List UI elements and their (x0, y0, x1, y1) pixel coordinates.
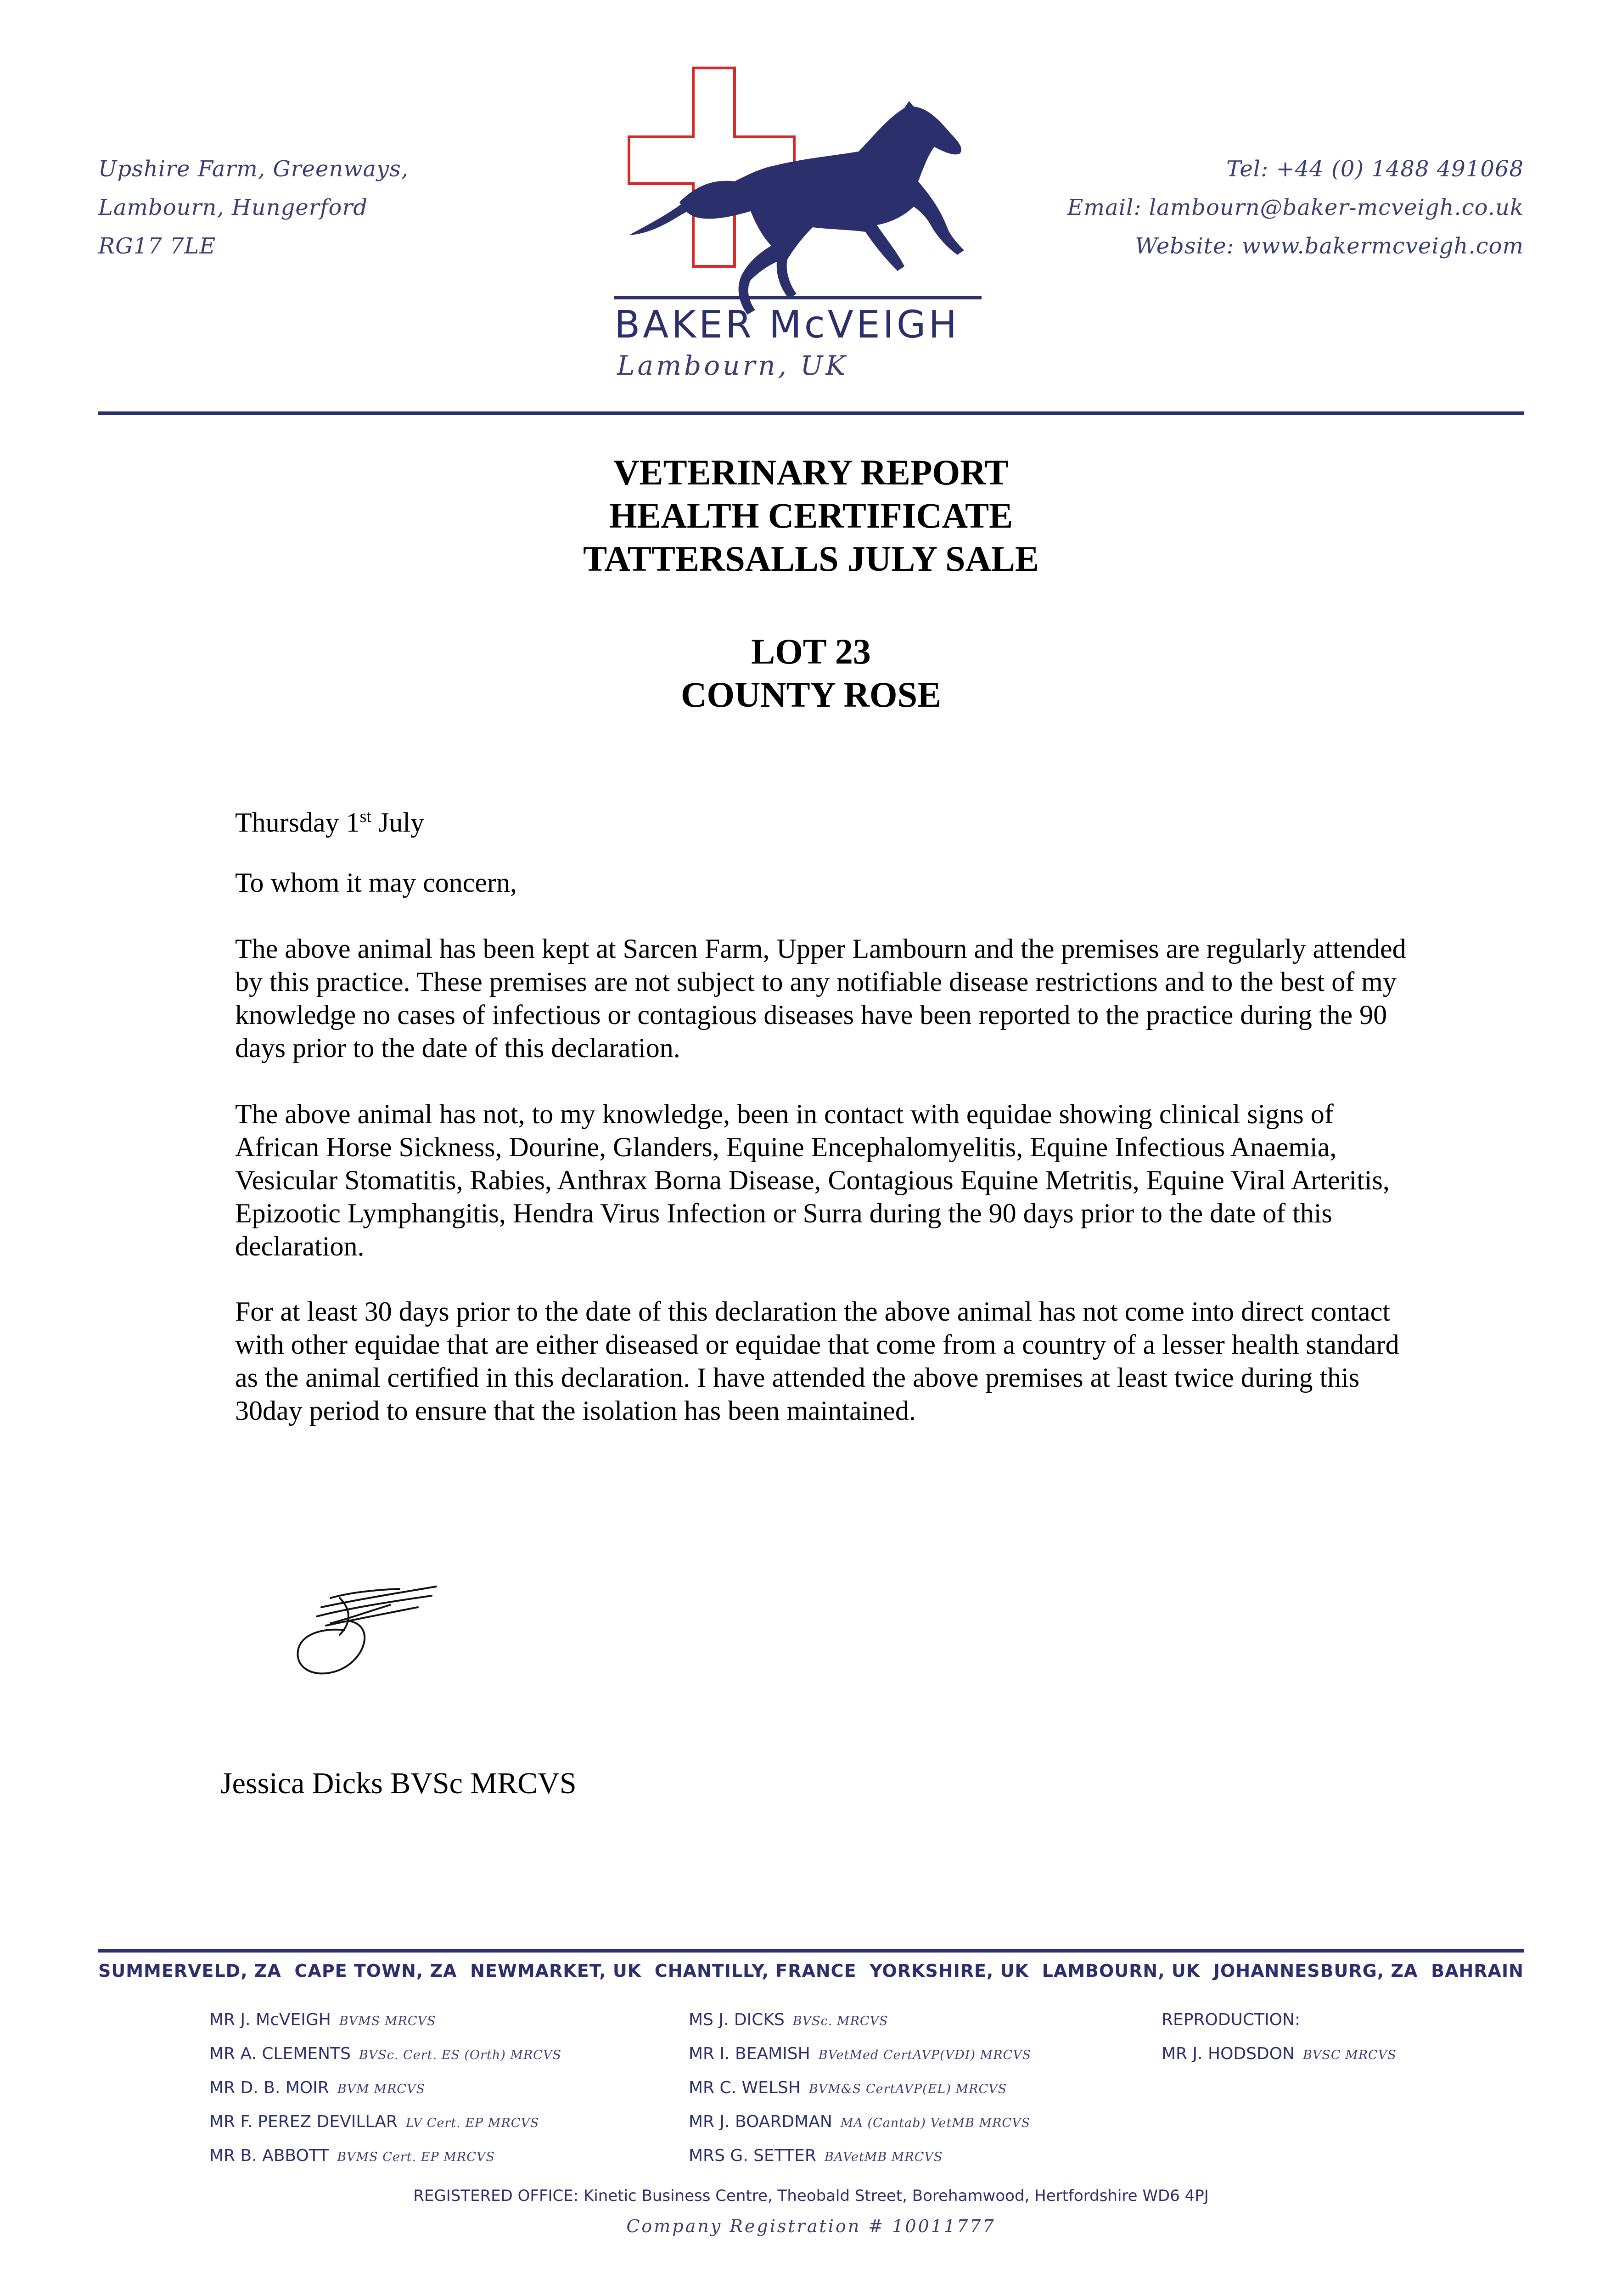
staff-row (209, 2146, 561, 2180)
staff-qualifications: BVM MRCVS (337, 2082, 425, 2096)
date-day: Thursday 1 (235, 807, 360, 838)
staff-name: MR I. BEAMISH (689, 2044, 810, 2063)
staff-row (689, 2112, 1031, 2146)
staff-qualifications: BVMS Cert. EP MRCVS (337, 2150, 495, 2164)
staff-name: MR B. ABBOTT (209, 2146, 329, 2165)
staff-name: MR J. HODSDON (1162, 2044, 1295, 2063)
date-suffix: st (359, 807, 371, 826)
paragraph-text: The above animal has been kept at Sarcen Farm, Upper Lambourn and the premises are regularly attended by this practice. These premises are not subject to any notifiable disease restrictions and to the best of my knowledge no cases of infectious or contagious diseases have been reported to the practice during the 90 days prior to the date of this declaration. (235, 934, 1406, 1063)
staff-row (689, 2044, 1031, 2078)
staff-qualifications: BAVetMB MRCVS (824, 2150, 943, 2164)
title-line-1: VETERINARY REPORT (613, 452, 1009, 492)
staff-qualifications: BVSc. Cert. ES (Orth) MRCVS (359, 2048, 561, 2062)
staff-qualifications: BVM&S CertAVP(EL) MRCVS (808, 2082, 1007, 2096)
staff-qualifications: BVSc. MRCVS (792, 2014, 888, 2028)
staff-row (209, 2112, 561, 2146)
handwritten-signature (285, 1580, 450, 1699)
contact-email: Email: lambourn@baker-mcveigh.co.uk (1067, 195, 1524, 220)
address-line-2: Lambourn, Hungerford (98, 195, 368, 220)
branch-item: JOHANNESBURG, ZA (1213, 1961, 1418, 1981)
address-line-3: RG17 7LE (98, 233, 216, 259)
letter-date (235, 800, 1410, 839)
letter-paragraph-2 (235, 1097, 1410, 1263)
branch-item: BAHRAIN (1431, 1961, 1524, 1981)
staff-qualifications: LV Cert. EP MRCVS (405, 2116, 539, 2130)
galloping-horse-icon (679, 101, 964, 315)
staff-row (689, 2146, 1031, 2180)
staff-name: MR D. B. MOIR (209, 2078, 329, 2097)
branch-item: NEWMARKET, UK (470, 1961, 642, 1981)
paragraph-text: For at least 30 days prior to the date of this declaration the above animal has not come into direct contact with other equidae that are either diseased or equidae that come from a country of a lesser health standard as the animal certified in this declaration. I have attended the above premises at least twice during this 30day period to ensure that the isolation has been maintained. (235, 1296, 1399, 1426)
brand-name: BAKER McVEIGH (614, 303, 960, 347)
report-title (0, 451, 1622, 580)
branch-locations (98, 1961, 1524, 1981)
staff-qualifications: BVetMed CertAVP(VDI) MRCVS (818, 2048, 1032, 2062)
staff-name: MR F. PEREZ DEVILLAR (209, 2112, 398, 2131)
lot-number: LOT 23 (751, 631, 871, 671)
staff-column-2 (689, 2010, 1031, 2180)
practice-address (98, 150, 409, 265)
staff-row (209, 2010, 561, 2044)
staff-section-heading: REPRODUCTION: (1162, 2010, 1301, 2029)
staff-qualifications: BVMS MRCVS (339, 2014, 436, 2028)
paragraph-text: The above animal has not, to my knowledge, been in contact with equidae showing clinical signs of African Horse Sickness, Dourine, Glanders, Equine Encephalomyelitis, Equine Infectious Anaemia, Vesicular Stomatitis, Rabies, Anthrax Borna Disease, Contagious Equine Metritis, Equine Viral Arteritis, Epizootic Lymphangitis, Hendra Virus Infection or Surra during the 90 days prior to the date of this declaration. (235, 1099, 1390, 1261)
staff-row (689, 2010, 1031, 2044)
staff-column-1 (209, 2010, 561, 2180)
staff-row (1162, 2010, 1397, 2044)
letter-paragraph-1 (235, 932, 1410, 1064)
contact-website: Website: www.bakermcveigh.com (1135, 233, 1524, 259)
staff-row (209, 2078, 561, 2112)
footer-divider (98, 1949, 1524, 1953)
lot-block (0, 630, 1622, 716)
staff-name: MR J. McVEIGH (209, 2010, 331, 2029)
staff-name: MR A. CLEMENTS (209, 2044, 351, 2063)
logo-rule (614, 296, 982, 299)
letter-paragraph-3 (235, 1295, 1410, 1427)
title-line-2: HEALTH CERTIFICATE (609, 495, 1013, 535)
contact-phone: Tel: +44 (0) 1488 491068 (1226, 156, 1524, 182)
staff-qualifications: MA (Cantab) VetMB MRCVS (840, 2116, 1031, 2130)
staff-column-3 (1162, 2010, 1397, 2078)
branch-item: CHANTILLY, FRANCE (654, 1961, 857, 1981)
staff-name: MRS G. SETTER (689, 2146, 816, 2165)
registered-office: REGISTERED OFFICE: Kinetic Business Centre, Theobald Street, Borehamwood, Hertfordshire WD6 4PJ (413, 2187, 1209, 2205)
staff-name: MS J. DICKS (689, 2010, 785, 2029)
staff-row (209, 2044, 561, 2078)
staff-qualifications: BVSC MRCVS (1303, 2048, 1397, 2062)
branch-item: LAMBOURN, UK (1042, 1961, 1201, 1981)
date-month: July (378, 807, 425, 838)
horse-name: COUNTY ROSE (680, 675, 942, 715)
address-line-1: Upshire Farm, Greenways, (98, 156, 409, 182)
practice-contact (1067, 150, 1524, 265)
branch-item: CAPE TOWN, ZA (294, 1961, 457, 1981)
branch-item: SUMMERVELD, ZA (98, 1961, 281, 1981)
header-divider (98, 411, 1524, 415)
company-registration: Company Registration # 10011777 (626, 2216, 996, 2236)
title-line-3: TATTERSALLS JULY SALE (583, 539, 1039, 579)
letter-salutation: To whom it may concern, (235, 867, 517, 898)
staff-name: MR C. WELSH (689, 2078, 801, 2097)
staff-row (689, 2078, 1031, 2112)
signatory-name: Jessica Dicks BVSc MRCVS (220, 1767, 577, 1800)
branch-item: YORKSHIRE, UK (870, 1961, 1029, 1981)
staff-name: MR J. BOARDMAN (689, 2112, 832, 2131)
staff-row (1162, 2044, 1397, 2078)
brand-location: Lambourn, UK (617, 350, 848, 381)
